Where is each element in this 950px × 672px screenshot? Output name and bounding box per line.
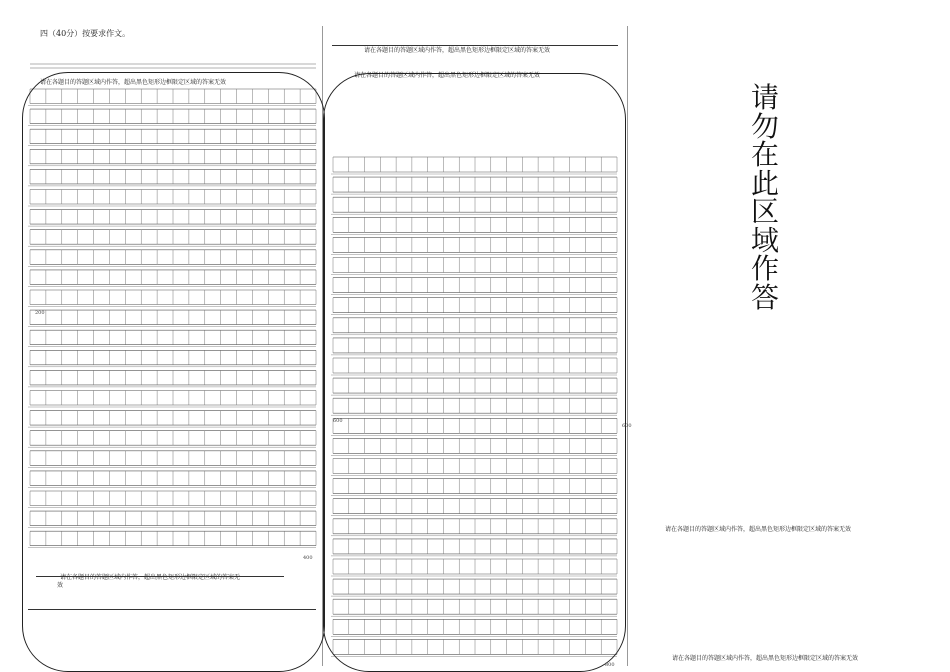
counter-600-middle: 600: [333, 418, 343, 424]
left-bottom-rule: [28, 609, 316, 610]
counter-800-middle: 800: [605, 662, 615, 668]
right-notice: 请在各题目的答题区域内作答，超出黑色矩形边框限定区域的答案无效: [665, 526, 852, 533]
answer-frame-middle: [323, 73, 626, 672]
counter-600-right: 600: [622, 423, 632, 429]
right-bottom-notice: 请在各题目的答题区域内作答，超出黑色矩形边框限定区域的答案无效: [672, 655, 859, 662]
title-char: 作: [750, 252, 779, 285]
title-char: 此: [750, 166, 779, 200]
left-bottom-notice: 请在各题目的答题区域内作答，超出黑色矩形边框限定区域的答案无: [60, 574, 241, 581]
do-not-answer-title: [748, 81, 782, 314]
counter-400-left: 400: [303, 555, 313, 561]
title-char: 请: [750, 81, 779, 114]
title-char: 区: [750, 195, 779, 228]
question-label: 四（40分）按要求作文。: [40, 29, 131, 38]
title-char: 答: [750, 280, 779, 314]
title-char: 勿: [750, 109, 779, 143]
title-char: 在: [750, 138, 779, 171]
middle-top-notice: 请在各题目的答题区域内作答，超出黑色矩形边框限定区域的答案无效: [364, 47, 551, 54]
middle-second-notice: 请在各题目的答题区域内作答，超出黑色矩形边框限定区域的答案无效: [354, 72, 541, 79]
left-bottom-rule-top: [36, 576, 284, 577]
counter-200-left: 200: [35, 310, 45, 316]
title-char: 域: [750, 223, 779, 257]
answer-frame-left: [22, 72, 325, 672]
left-bottom-notice-cont: 效: [57, 582, 64, 589]
left-top-notice: 请在各题目的答题区域内作答，超出黑色矩形边框限定区域的答案无效: [40, 79, 227, 86]
middle-top-rule: [332, 45, 618, 46]
